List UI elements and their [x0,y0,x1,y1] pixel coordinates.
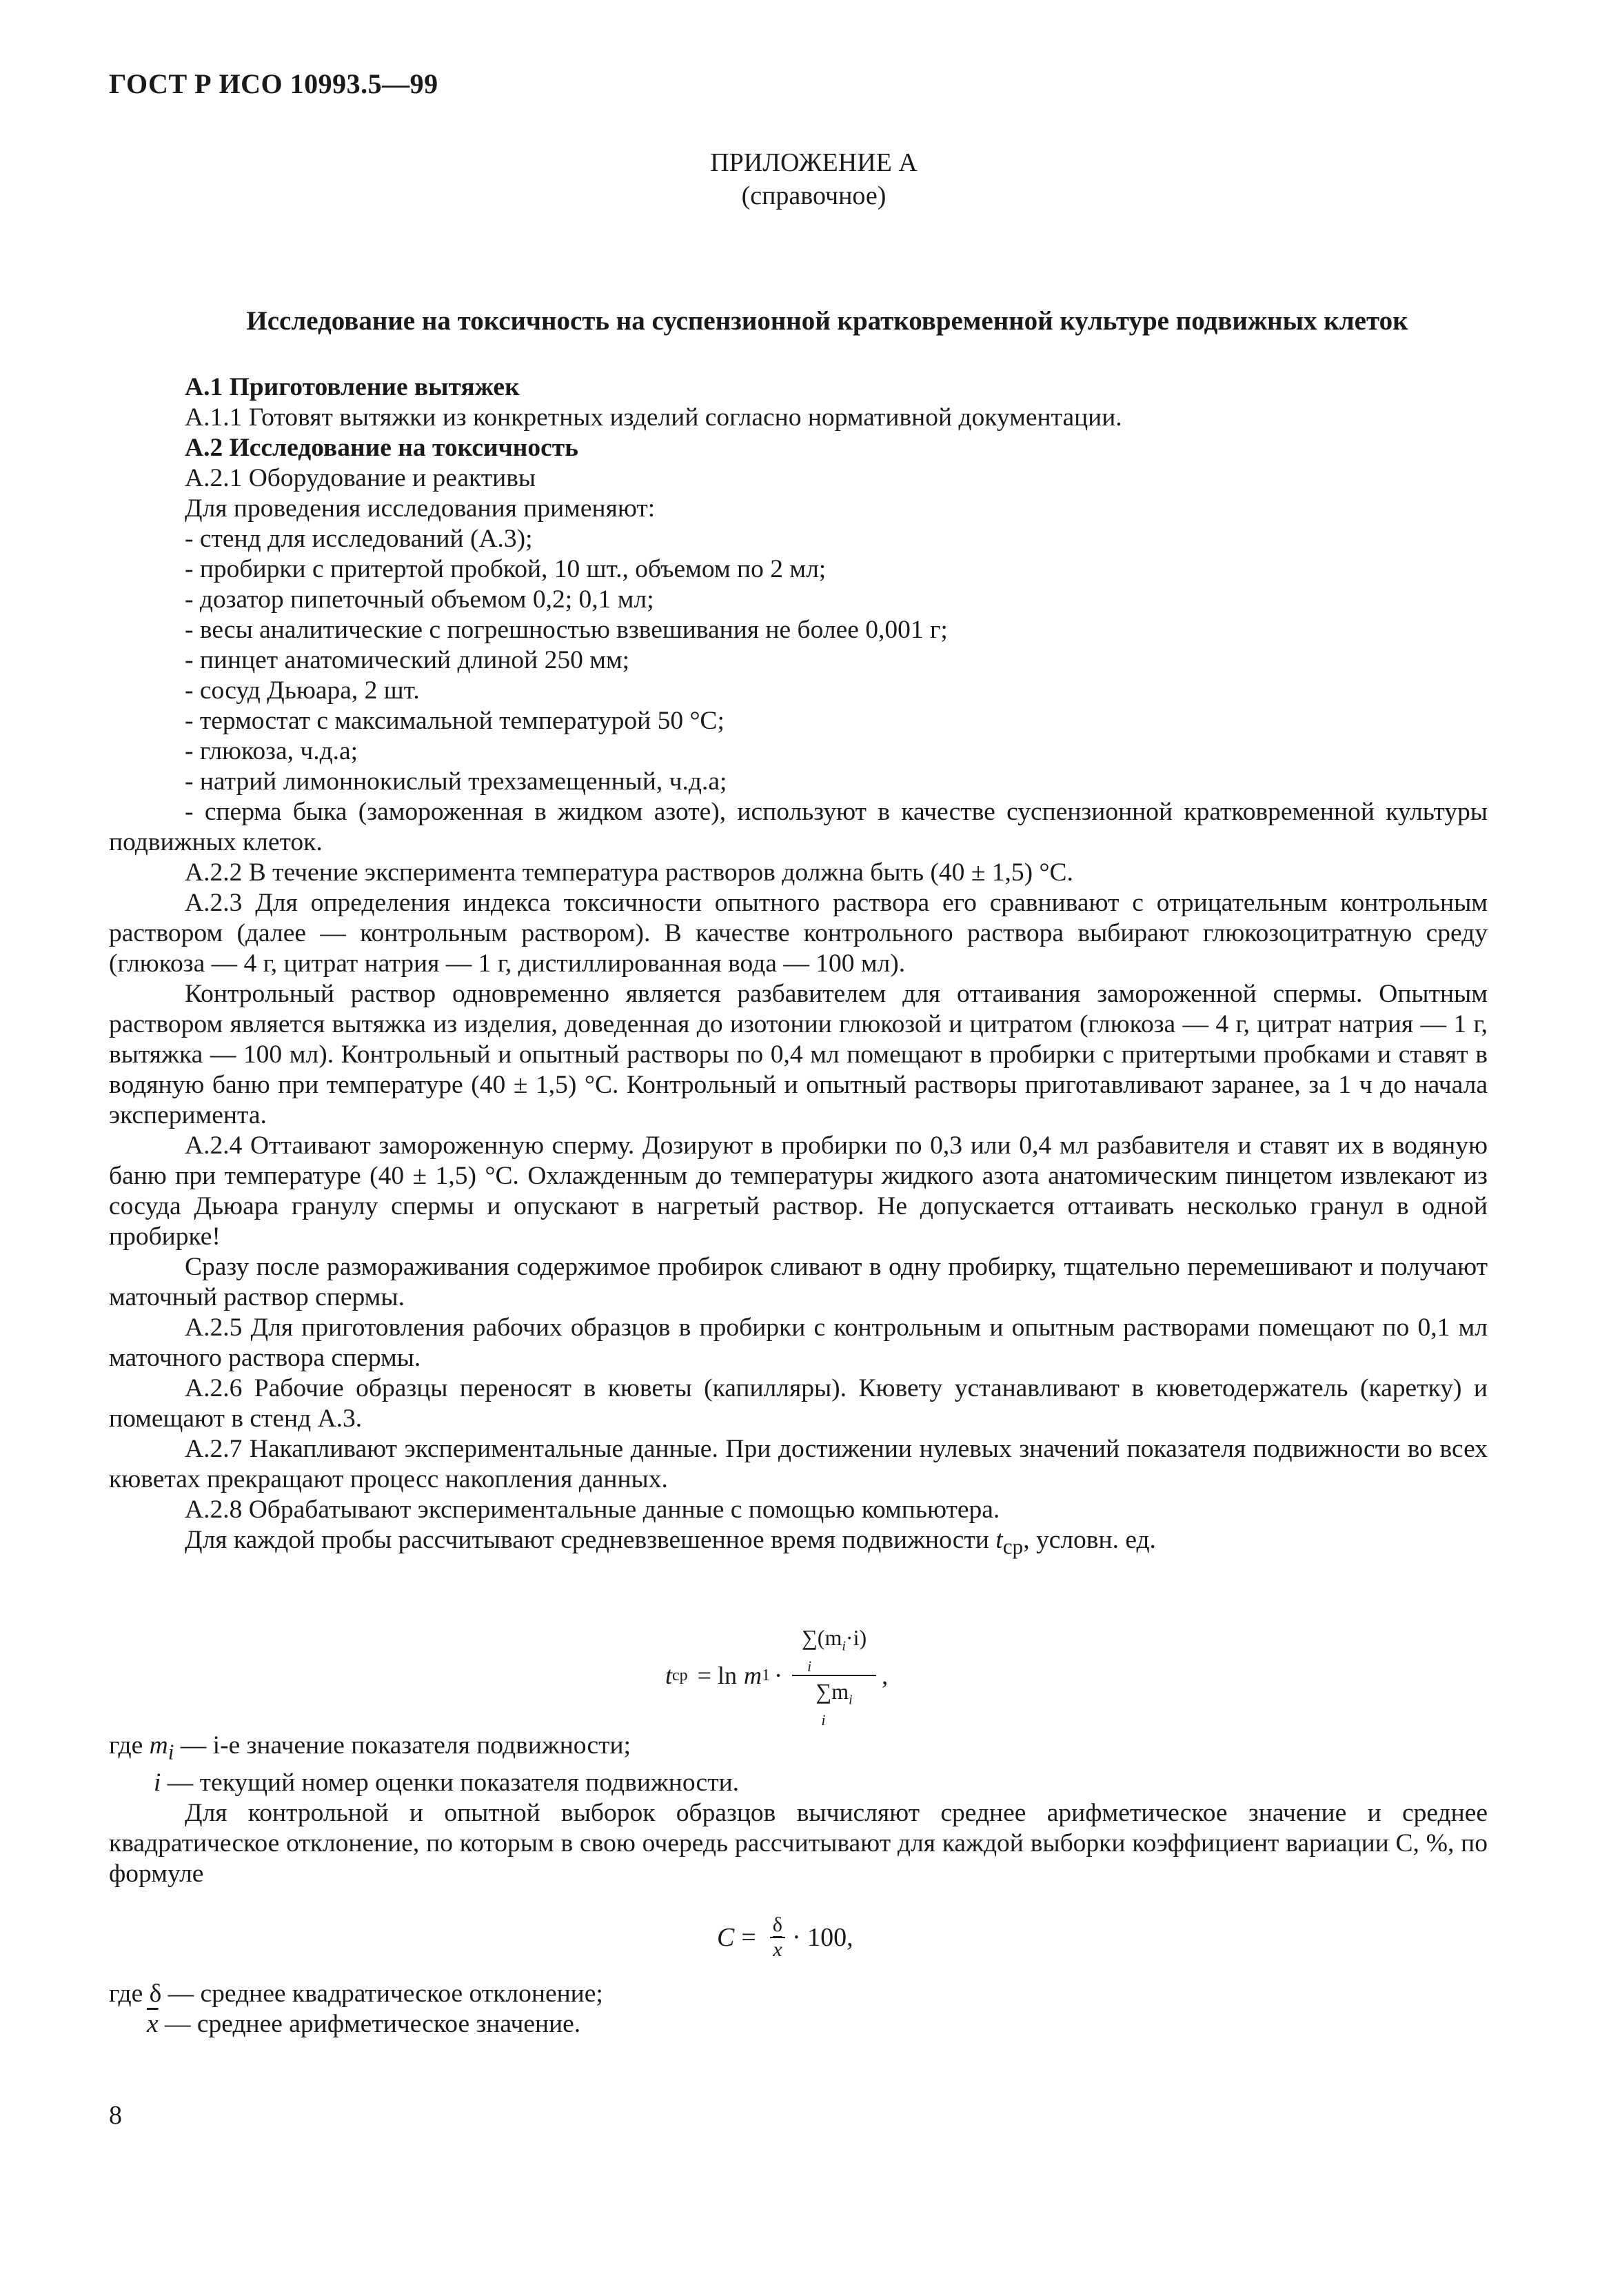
formula2-tail: · 100, [791,1923,853,1952]
section-title: Исследование на токсичность на суспензионной кратковременной культуре подвижных клеток [246,306,1408,336]
annex-title: ПРИЛОЖЕНИЕ А [710,148,918,177]
list-item: - термостат с максимальной температурой 50 °С; [185,707,725,735]
formula1-den-text: ∑m [816,1679,849,1704]
para-a2-8: А.2.8 Обрабатывают экспериментальные данные с помощью компьютера. [185,1496,1000,1524]
formula2-denominator: x [773,1938,782,1961]
formula1-dot: · [773,1662,782,1689]
para-a2-6: А.2.6 Рабочие образцы переносят в кюветы (капилляры). Кювету устанавливают в кюветодержатель (каретку) и помещают в стенд А.3. [109,1374,1488,1433]
formula-tcp [665,1624,889,1729]
list-item: - пинцет анатомический длиной 250 мм; [185,646,630,674]
para-a2-3-cont: Контрольный раствор одновременно является разбавителем для оттаивания замороженной спермы. Опытным раствором является вытяжка из изделия, доведенная до изотонии глюкозой и цитратом (глюкоза — 4 г, цитрат натрия — 1 г, вытяжка — 100 мл). Контрольный и опытный растворы по 0,4 мл помещают в пробирки с притертыми пробками и ставят в водяную баню при температуре (40 ± 1,5) °С. Контрольный и опытный растворы приготавливают заранее, за 1 ч до начала эксперимента. [109,980,1488,1129]
legend-m-sub: i [168,1740,174,1764]
legend-i [109,1768,1488,1798]
para-a2-5: А.2.5 Для приготовления рабочих образцов в пробирки с контрольным и опытным растворами помещают по 0,1 мл маточного раствора спермы. [109,1313,1488,1372]
heading-a1: А.1 Приготовление вытяжек [185,373,520,401]
formula2-numerator: δ [770,1913,785,1938]
para-a1-1: А.1.1 Готовят вытяжки из конкретных изделий согласно нормативной документации. [185,403,1122,432]
legend-delta: где δ — среднее квадратическое отклонение; [109,1980,603,2008]
var-t: t [995,1526,1003,1554]
formula1-den-index: i [821,1711,826,1729]
list-item: - весы аналитические с погрешностью взвешивания не более 0,001 г; [185,616,948,644]
para-a2-3: А.2.3 Для определения индекса токсичности опытного раствора его сравнивают с отрицательным контрольным раствором (далее — контрольным раствором). В качестве контрольного раствора выбирают глюкозоцитратную среду (глюкоза — 4 г, цитрат натрия — 1 г, дистиллированная вода — 100 мл). [109,889,1488,978]
formula1-num-text: ∑(m [801,1624,842,1650]
formula1-fraction [792,1624,876,1728]
formula1-m-sub: 1 [761,1666,770,1684]
formula1-num-index: i [807,1658,812,1675]
annex-heading [0,146,1600,212]
para-a2-8-text: Для каждой пробы рассчитывают средневзвешенное время подвижности [185,1526,989,1554]
list-item: - сосуд Дьюара, 2 шт. [185,676,420,705]
para-variation: Для контрольной и опытной выборок образцов вычисляют среднее арифметическое значение и среднее квадратическое отклонение, по которым в свою очередь рассчитывают для каждой выборки коэффициент вариации С, %, по формуле [109,1798,1488,1888]
formula1-m: m [743,1662,762,1689]
legend-i-text: — текущий номер оценки показателя подвижности. [167,1768,740,1797]
para-a2-1-intro: Для проведения исследования применяют: [185,494,656,523]
legend-i-var: i [154,1768,161,1797]
legend-m-text: — i-е значение показателя подвижности; [180,1731,631,1760]
para-a2-8-cont [109,1525,1488,1562]
para-a2-7: А.2.7 Накапливают экспериментальные данные. При достижении нулевых значений показателя подвижности во всех кюветах прекращают процесс накопления данных. [109,1435,1488,1493]
para-a2-4-cont: Сразу после размораживания содержимое пробирок сливают в одну пробирку, тщательно перемешивают и получают маточный раствор спермы. [109,1253,1488,1311]
formula2-legend [109,1979,1488,2040]
legend-m [109,1731,1488,1768]
formula1-den-sub: i [849,1692,853,1708]
formula2-eq: = [741,1923,756,1952]
formula1-legend [109,1731,1488,1889]
heading-a2: А.2 Исследование на токсичность [185,434,578,462]
list-item: - стенд для исследований (А.3); [185,525,533,553]
formula1-num-tail: ·i) [845,1624,867,1650]
formula1-eq: = ln [697,1662,737,1689]
document-header: ГОСТ Р ИСО 10993.5—99 [109,68,438,99]
formula1-denominator [806,1676,862,1727]
list-item: - натрий лимоннокислый трехзамещенный, ч.д.а; [185,767,727,796]
list-item: - глюкоза, ч.д.а; [185,737,358,765]
var-t-sub: ср [1002,1534,1024,1559]
legend-m-var: m [149,1731,168,1760]
list-item-last: - сперма быка (замороженная в жидком азоте), используют в качестве суспензионной кратковременной культуры подвижных клеток. [109,798,1488,856]
formula2-fraction [770,1913,785,1962]
formula1-tail: , [882,1662,889,1689]
para-a2-4: А.2.4 Оттаивают замороженную сперму. Дозируют в пробирки по 0,3 или 0,4 мл разбавителя и ставят их в водяную баню при температуре (40 ± 1,5) °С. Охлажденным до температуры жидкого азота анатомическим пинцетом извлекают из сосуда Дьюара гранулу спермы и опускают в нагретый раствор. Не допускается оттаивать несколько гранул в одной пробирке! [109,1131,1488,1251]
legend-xbar [109,2009,1488,2040]
formula1-lhs-sub: ср [672,1666,688,1684]
page-number: 8 [109,2101,122,2130]
annex-subtitle: (справочное) [741,181,887,210]
formula1-num-sub: i [842,1638,846,1653]
formula-variation [717,1906,853,1968]
list-item: - дозатор пипеточный объемом 0,2; 0,1 мл; [185,585,654,614]
list-item: - пробирки с притертой пробкой, 10 шт., объемом по 2 мл; [185,555,827,583]
legend-prefix: где [109,1731,143,1760]
formula1-numerator [792,1624,876,1676]
para-a2-2: А.2.2 В течение эксперимента температура растворов должна быть (40 ± 1,5) °С. [185,858,1073,887]
formula1-lhs: t [665,1662,673,1689]
unit-text: , условн. ед. [1023,1526,1156,1554]
document-body [109,372,1488,1562]
legend-xbar-var: $\overline{x}$ [147,2010,159,2038]
formula2-lhs: C [717,1923,735,1952]
para-a2-1: А.2.1 Оборудование и реактивы [185,464,536,492]
legend-xbar-text: — среднее арифметическое значение. [165,2010,581,2038]
